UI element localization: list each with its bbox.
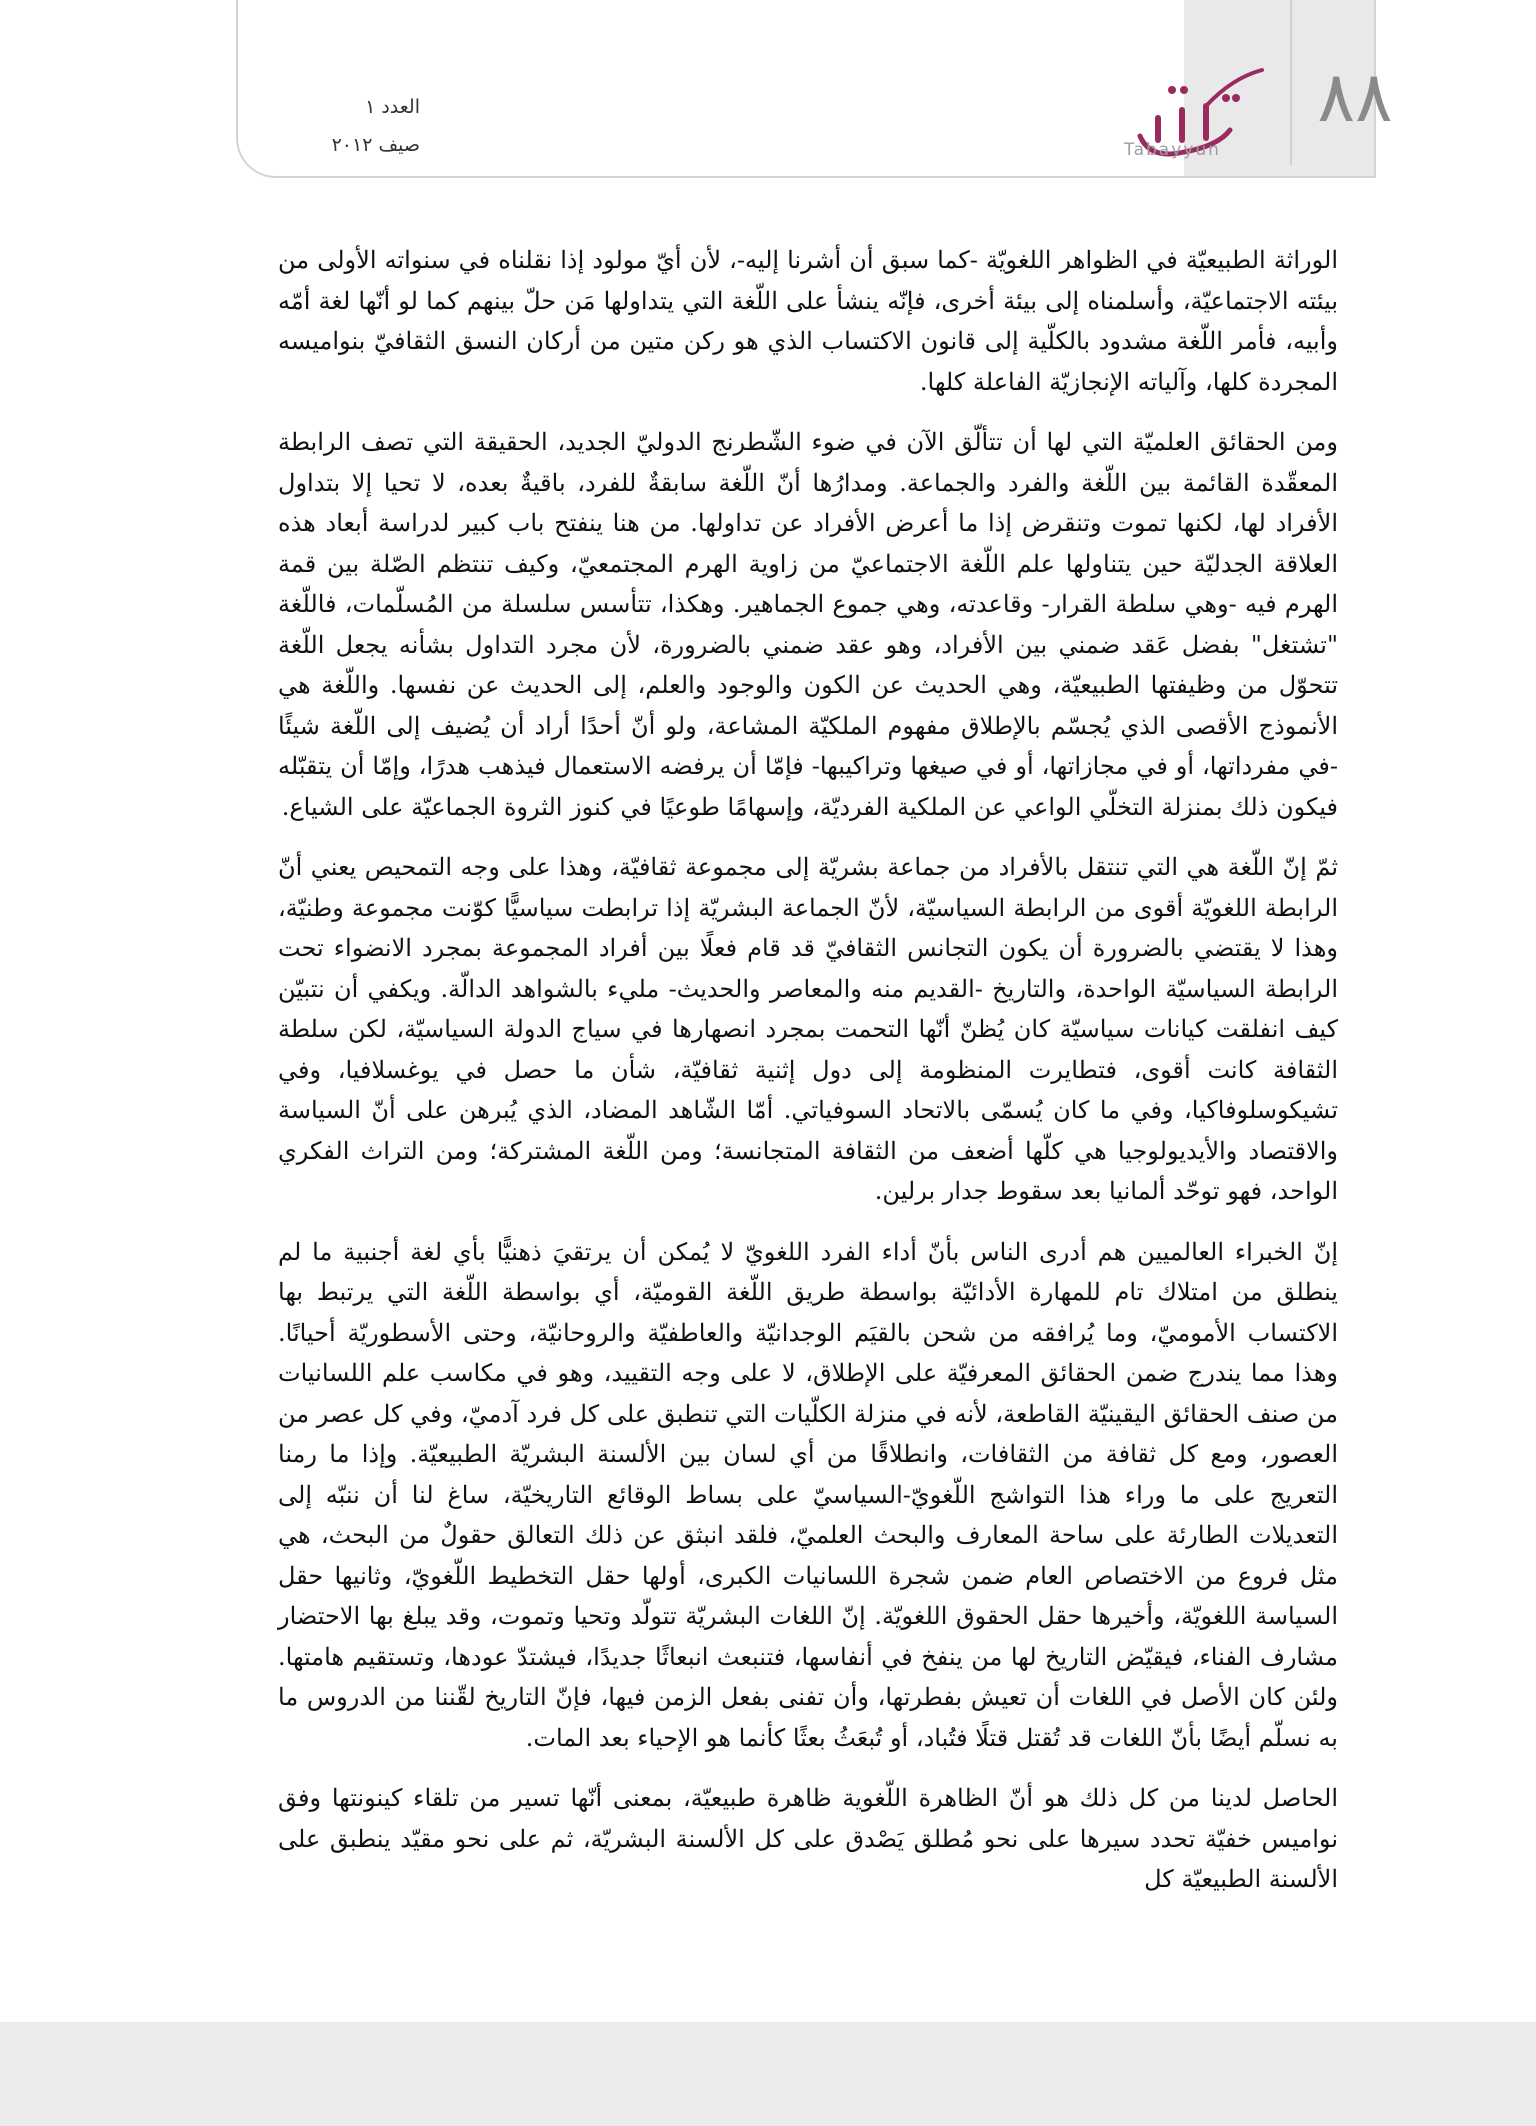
logo-wordmark: تبيّن — [1122, 78, 1124, 79]
paragraph: الحاصل لدينا من كل ذلك هو أنّ الظاهرة اللّغوية ظاهرة طبيعيّة، بمعنى أنّها تسير من تلقاء كينونتها وفق نواميس خفيّة تحدد سيرها على نحو مُطلق يَصْدق على كل الألسنة البشريّة، ثم على نحو مقيّد ينطبق على الألسنة الطبيعيّة كل — [278, 1784, 1338, 1893]
page-number: ٨٨ — [1317, 56, 1393, 138]
issue-info — [270, 88, 420, 164]
issue-label: العدد ١ — [365, 96, 420, 118]
paragraph: إنّ الخبراء العالميين هم أدرى الناس بأنّ أداء الفرد اللغويّ لا يُمكن أن يرتقيَ ذهنيًّا بأي لغة أجنبية ما لم ينطلق من امتلاك تام للمهارة الأدائيّة بواسطة طريق اللّغة القوميّة، أي بواسطة اللّغة التي يرتبط بها الاكتساب الأموميّ، وما يُرافقه من شحن بالقيَم الوجدانيّة والعاطفيّة والروحانيّة، وحتى الأسطوريّة أحيانًا. وهذا مما يندرج ضمن الحقائق المعرفيّة على الإطلاق، لا على وجه التقييد، وهو في مكاسب علم اللسانيات من صنف الحقائق اليقينيّة القاطعة، لأنه في منزلة الكلّيات التي تنطبق على كل فرد آدميّ، وفي كل عصر من العصور، ومع كل ثقافة من الثقافات، وانطلاقًا من أي لسان بين الألسنة البشريّة الطبيعيّة. وإذا ما رمنا التعريج على ما وراء هذا التواشج اللّغويّ-السياسيّ على بساط الوقائع التاريخيّة، ساغ لنا أن ننبّه إلى التعديلات الطارئة على ساحة المعارف والبحث العلميّ، فلقد انبثق عن ذلك التعالق حقولٌ من البحث، هي مثل فروع من الاختصاص العام ضمن شجرة اللسانيات الكبرى، أولها حقل التخطيط اللّغويّ، وثانيها حقل السياسة اللغويّة، وأخيرها حقل الحقوق اللغويّة. إنّ اللغات البشريّة تتولّد وتحيا وتموت، وقد يبلغ بها الاحتضار مشارف الفناء، فيقيّض التاريخ لها من ينفخ في أنفاسها، فتنبعث انبعاثًا جديدًا، فيشتدّ عودها، وتستقيم هامتها. ولئن كان الأصل في اللغات أن تعيش بفطرتها، وأن تفنى بفعل الزمن فيها، فإنّ التاريخ لقّننا من الدروس ما به نسلّم أيضًا بأنّ اللغات قد تُقتل قتلًا فتُباد، أو تُبعَثُ بعثًا كأنما هو الإحياء بعد المات. — [278, 1237, 1338, 1752]
footer-band — [0, 2022, 1536, 2126]
article-body — [278, 240, 1338, 1920]
issue-season: صيف ٢٠١٢ — [331, 134, 420, 156]
paragraph: ثمّ إنّ اللّغة هي التي تنتقل بالأفراد من جماعة بشريّة إلى مجموعة ثقافيّة، وهذا على وجه التمحيص يعني أنّ الرابطة اللغويّة أقوى من الرابطة السياسيّة، لأنّ الجماعة البشريّة إذا ترابطت سياسيًّا كوّنت مجموعة وطنيّة، وهذا لا يقتضي بالضرورة أن يكون التجانس الثقافيّ قد قام فعلًا بين أفراد المجموعة بمجرد الانضواء تحت الرابطة السياسيّة الواحدة، والتاريخ -القديم منه والمعاصر والحديث- مليء بالشواهد الدالّة. ويكفي أن نتبيّن كيف انفلقت كيانات سياسيّة كان يُظنّ أنّها التحمت بمجرد انصهارها في سياج الدولة السياسيّة، لكن سلطة الثقافة كانت أقوى، فتطايرت المنظومة إلى دول إثنية ثقافيّة، شأن ما حصل في يوغسلافيا، وفي تشيكوسلوفاكيا، وفي ما كان يُسمّى بالاتحاد السوفياتي. أمّا الشّاهد المضاد، الذي يُبرهن على أنّ السياسة والاقتصاد والأيديولوجيا هي كلّها أضعف من الثقافة المتجانسة؛ ومن اللّغة المشتركة؛ ومن التراث الفكري الواحد، فهو توحّد ألمانيا بعد سقوط جدار برلين. — [278, 853, 1339, 1205]
paragraph: الوراثة الطبيعيّة في الظواهر اللغويّة -كما سبق أن أشرنا إليه-، لأن أيّ مولود إذا نقلناه في سنواته الأولى من بيئته الاجتماعيّة، وأسلمناه إلى بيئة أخرى، فإنّه ينشأ على اللّغة التي يتداولها مَن حلّ بينهم كما لو أنّها لغة أمّه وأبيه، فأمر اللّغة مشدود بالكلّية إلى قانون الاكتساب الذي هو ركن متين من أركان النسق الثقافيّ بنواميسه المجردة كلها، وآلياته الإنجازيّة الفاعلة كلها. — [278, 246, 1339, 396]
logo-latin-text: Tabayyun — [1124, 140, 1221, 160]
header-divider — [1290, 0, 1292, 165]
paragraph: ومن الحقائق العلميّة التي لها أن تتألّق الآن في ضوء الشّطرنج الدوليّ الجديد، الحقيقة التي تصف الرابطة المعقّدة القائمة بين اللّغة والفرد والجماعة. ومدارُها أنّ اللّغة سابقةٌ للفرد، باقيةٌ بعده، لا تحيا إلا بتداول الأفراد لها، لكنها تموت وتنقرض إذا ما أعرض الأفراد عن تداولها. من هنا ينفتح باب كبير لدراسة أبعاد هذه العلاقة الجدليّة حين يتناولها علم اللّغة الاجتماعيّ من زاوية الهرم المجتمعيّ، وكيف تنتظم الصّلة بين قمة الهرم فيه -وهي سلطة القرار- وقاعدته، وهي جموع الجماهير. وهكذا، تتأسس سلسلة من المُسلّمات، فاللّغة "تشتغل" بفضل عَقد ضمني بين الأفراد، وهو عقد ضمني بالضرورة، لأن مجرد التداول بشأنه يجعل اللّغة تتحوّل من وظيفتها الطبيعيّة، وهي الحديث عن الكون والوجود والعلم، إلى الحديث عن نفسها. واللّغة هي الأنموذج الأقصى الذي يُجسّم بالإطلاق مفهوم الملكيّة المشاعة، ولو أنّ أحدًا أراد أن يُضيف إلى اللّغة شيئًا -في مفرداتها، أو في مجازاتها، أو في صيغها وتراكيبها- فإمّا أن يرفضه الاستعمال فيذهب هدرًا، وإمّا أن يتقبّله فيكون ذلك بمنزلة التخلّي الواعي عن الملكية الفرديّة، وإسهامًا طوعيًا في كنوز الثروة الجماعيّة على الشياع. — [278, 428, 1338, 821]
